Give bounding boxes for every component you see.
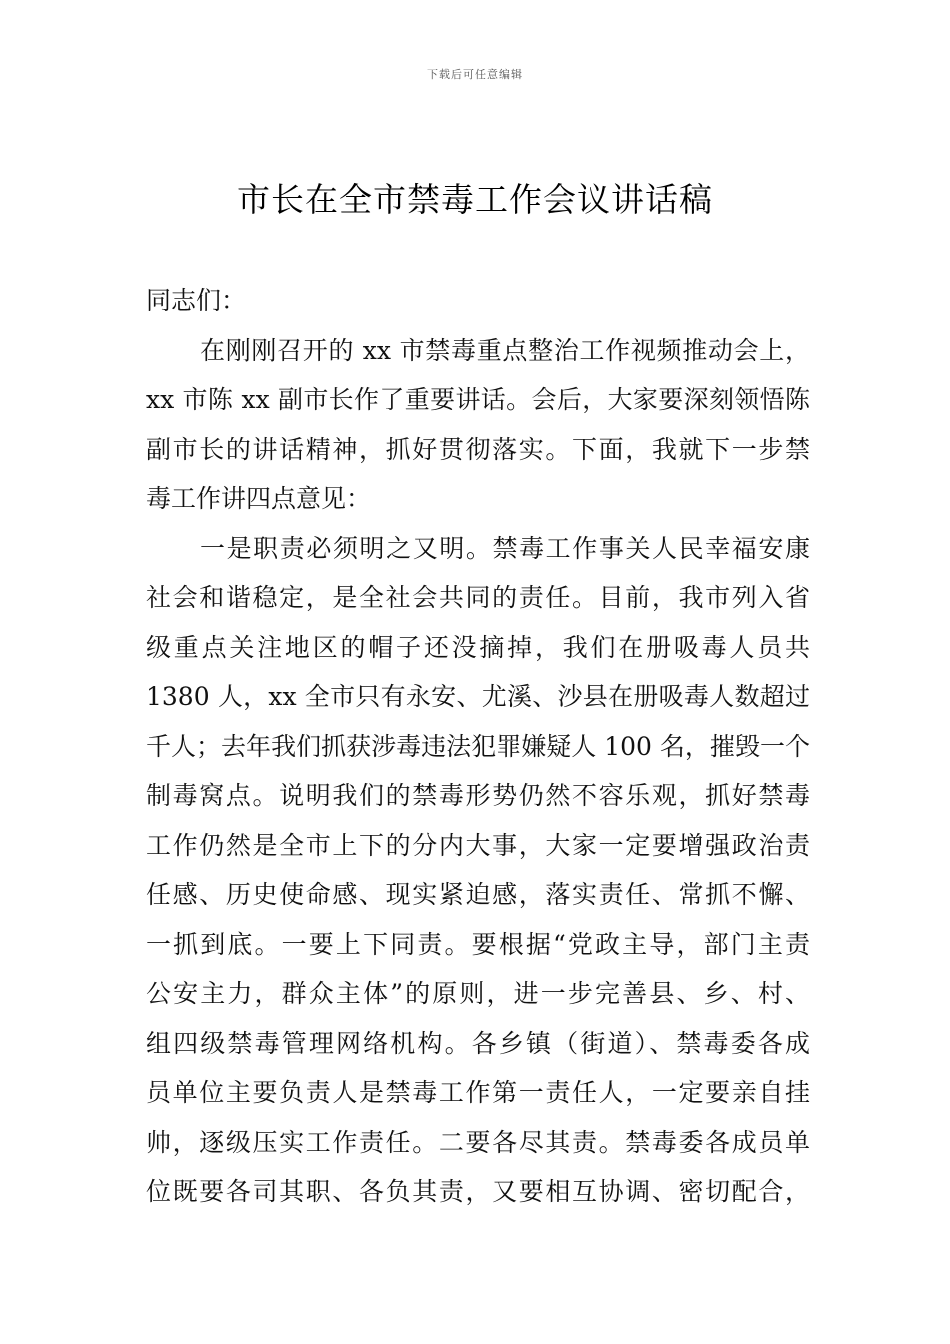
paragraph-line: 副市长的讲话精神，抓好贯彻落实。下面，我就下一步禁	[146, 434, 810, 464]
paragraph-line: 组四级禁毒管理网络机构。各乡镇（街道）、禁毒委各成	[146, 1028, 810, 1058]
paragraph-line: 毒工作讲四点意见：	[146, 484, 372, 513]
paragraph-line: 公安主力，群众主体”的原则，进一步完善县、乡、村、	[146, 979, 810, 1008]
paragraph-line: 在刚刚召开的 xx 市禁毒重点整治工作视频推动会上，	[200, 335, 810, 365]
paragraph-line: 制毒窝点。说明我们的禁毒形势仍然不容乐观，抓好禁毒	[146, 781, 810, 810]
paragraph-line: 千人；去年我们抓获涉毒违法犯罪嫌疑人 100 名，摧毁一个	[146, 731, 810, 761]
paragraph-line: 帅，逐级压实工作责任。二要各尽其责。禁毒委各成员单	[146, 1127, 810, 1157]
paragraph-line: 1380 人，xx 全市只有永安、尤溪、沙县在册吸毒人数超过	[146, 682, 810, 711]
paragraph-line: 工作仍然是全市上下的分内大事，大家一定要增强政治责	[146, 830, 810, 860]
paragraph-line: 一抓到底。一要上下同责。要根据“党政主导，部门主责	[146, 929, 810, 959]
paragraph-line: 社会和谐稳定，是全社会共同的责任。目前，我市列入省	[146, 583, 810, 612]
paragraph-line: xx 市陈 xx 副市长作了重要讲话。会后，大家要深刻领悟陈	[146, 385, 810, 414]
paragraph-line: 一是职责必须明之又明。禁毒工作事关人民幸福安康	[200, 533, 810, 563]
paragraph-line: 员单位主要负责人是禁毒工作第一责任人，一定要亲自挂	[146, 1078, 810, 1107]
document-title: 市长在全市禁毒工作会议讲话稿	[237, 180, 713, 219]
header-note: 下载后可任意编辑	[427, 68, 523, 81]
salutation-line: 同志们：	[146, 286, 247, 315]
document-body	[146, 276, 810, 1217]
paragraph-line: 级重点关注地区的帽子还没摘掉，我们在册吸毒人员共	[146, 632, 810, 662]
paragraph-line: 位既要各司其职、各负其责，又要相互协调、密切配合，	[146, 1177, 810, 1206]
paragraph-line: 任感、历史使命感、现实紧迫感，落实责任、常抓不懈、	[146, 880, 810, 909]
